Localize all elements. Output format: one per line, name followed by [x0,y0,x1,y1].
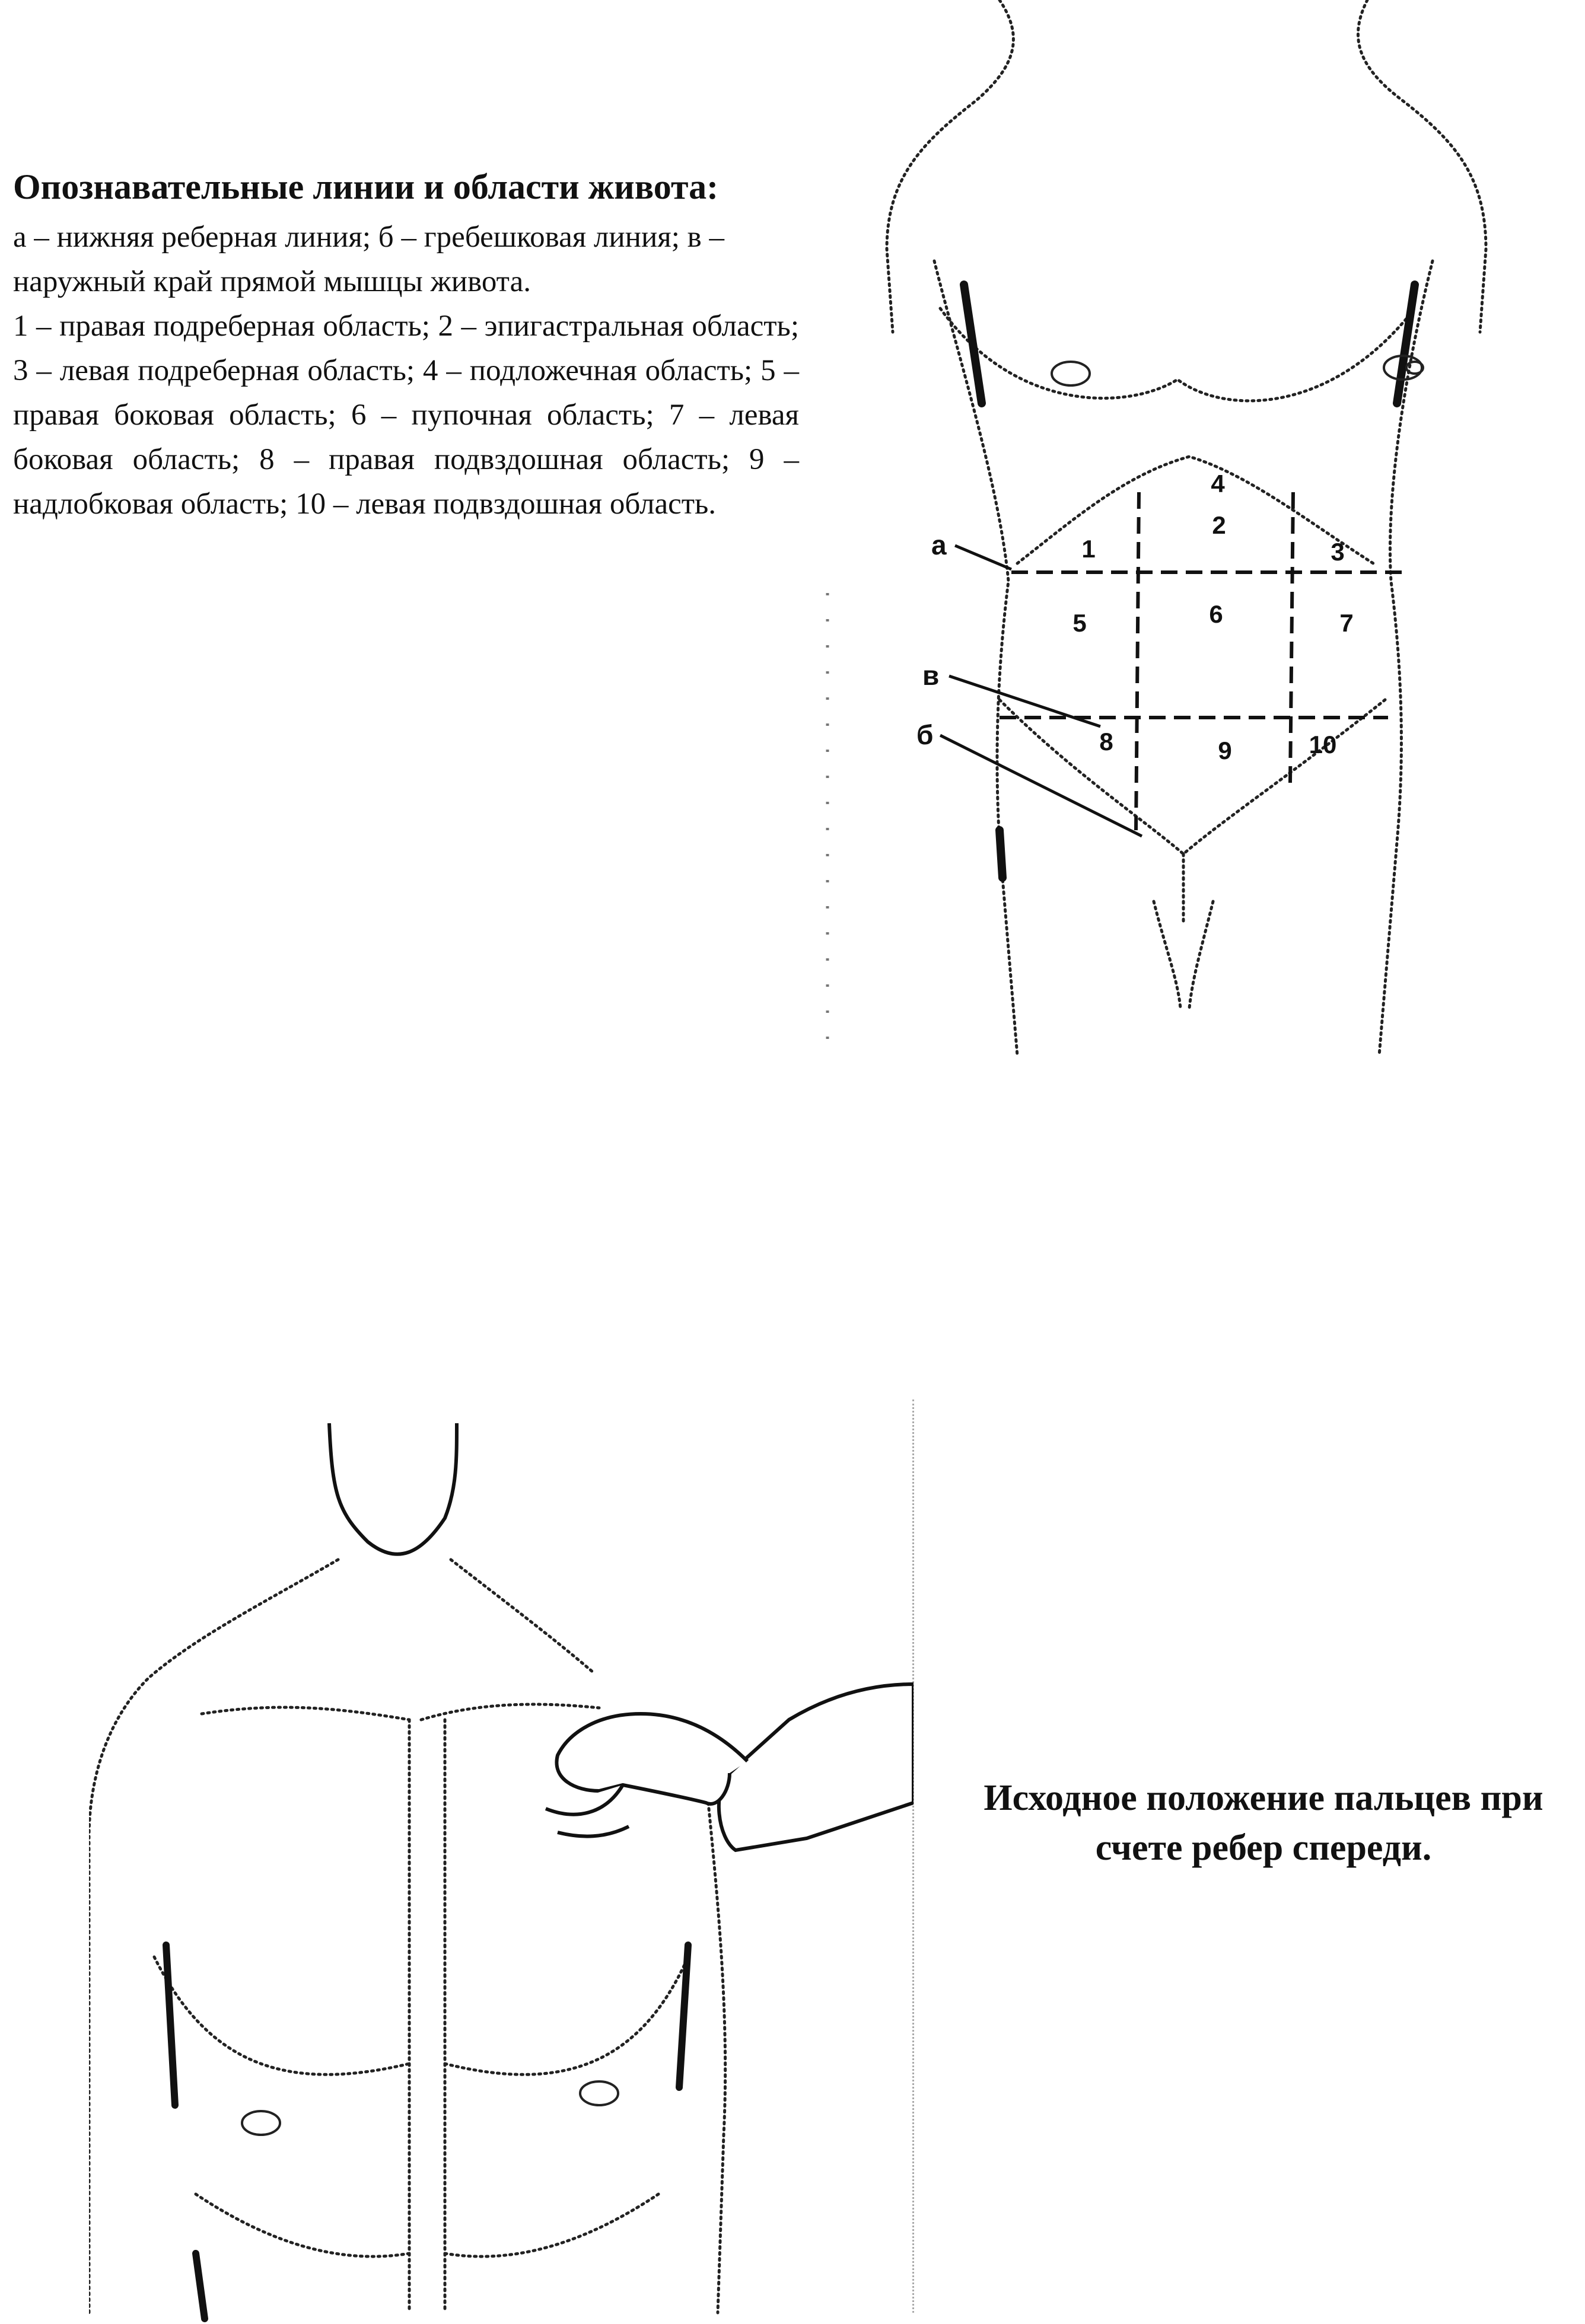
region-label-4: 4 [1211,470,1225,498]
region-label-10: 10 [1309,731,1337,758]
region-label-3: 3 [1331,538,1345,566]
region-label-9: 9 [1218,737,1232,764]
lines-legend: а – нижняя реберная линия; б – гребешковая линия; в – наружный край прямой мышцы живота. [13,221,724,298]
region-label-8: 8 [1099,728,1113,755]
label-line-v: в [922,660,940,691]
label-line-b: б [916,719,934,750]
region-label-1: 1 [1081,535,1096,563]
figure2-caption: Исходное положение пальцев при счете ребер спереди. [984,1778,1543,1868]
region-label-2: 2 [1212,511,1226,539]
rib-counting-figure [89,1423,914,2324]
figure1-caption [13,163,799,527]
label-line-a: а [931,530,947,560]
figure1-title: Опознавательные линии и области живота: [13,167,719,206]
regions-legend: 1 – правая подреберная область; 2 – эпигастральная область; 3 – левая подреберная область; 4 – подложечная область; 5 – правая боковая область; 6 – пупочная область; 7 – левая боковая область; 8 – правая подвздошная область; 9 – надлобковая область; 10 – левая подвздошная область. [13,310,799,521]
abdomen-regions-figure [822,0,1548,1067]
region-label-7: 7 [1339,609,1354,637]
region-label-5: 5 [1072,609,1087,637]
region-label-6: 6 [1209,600,1223,628]
